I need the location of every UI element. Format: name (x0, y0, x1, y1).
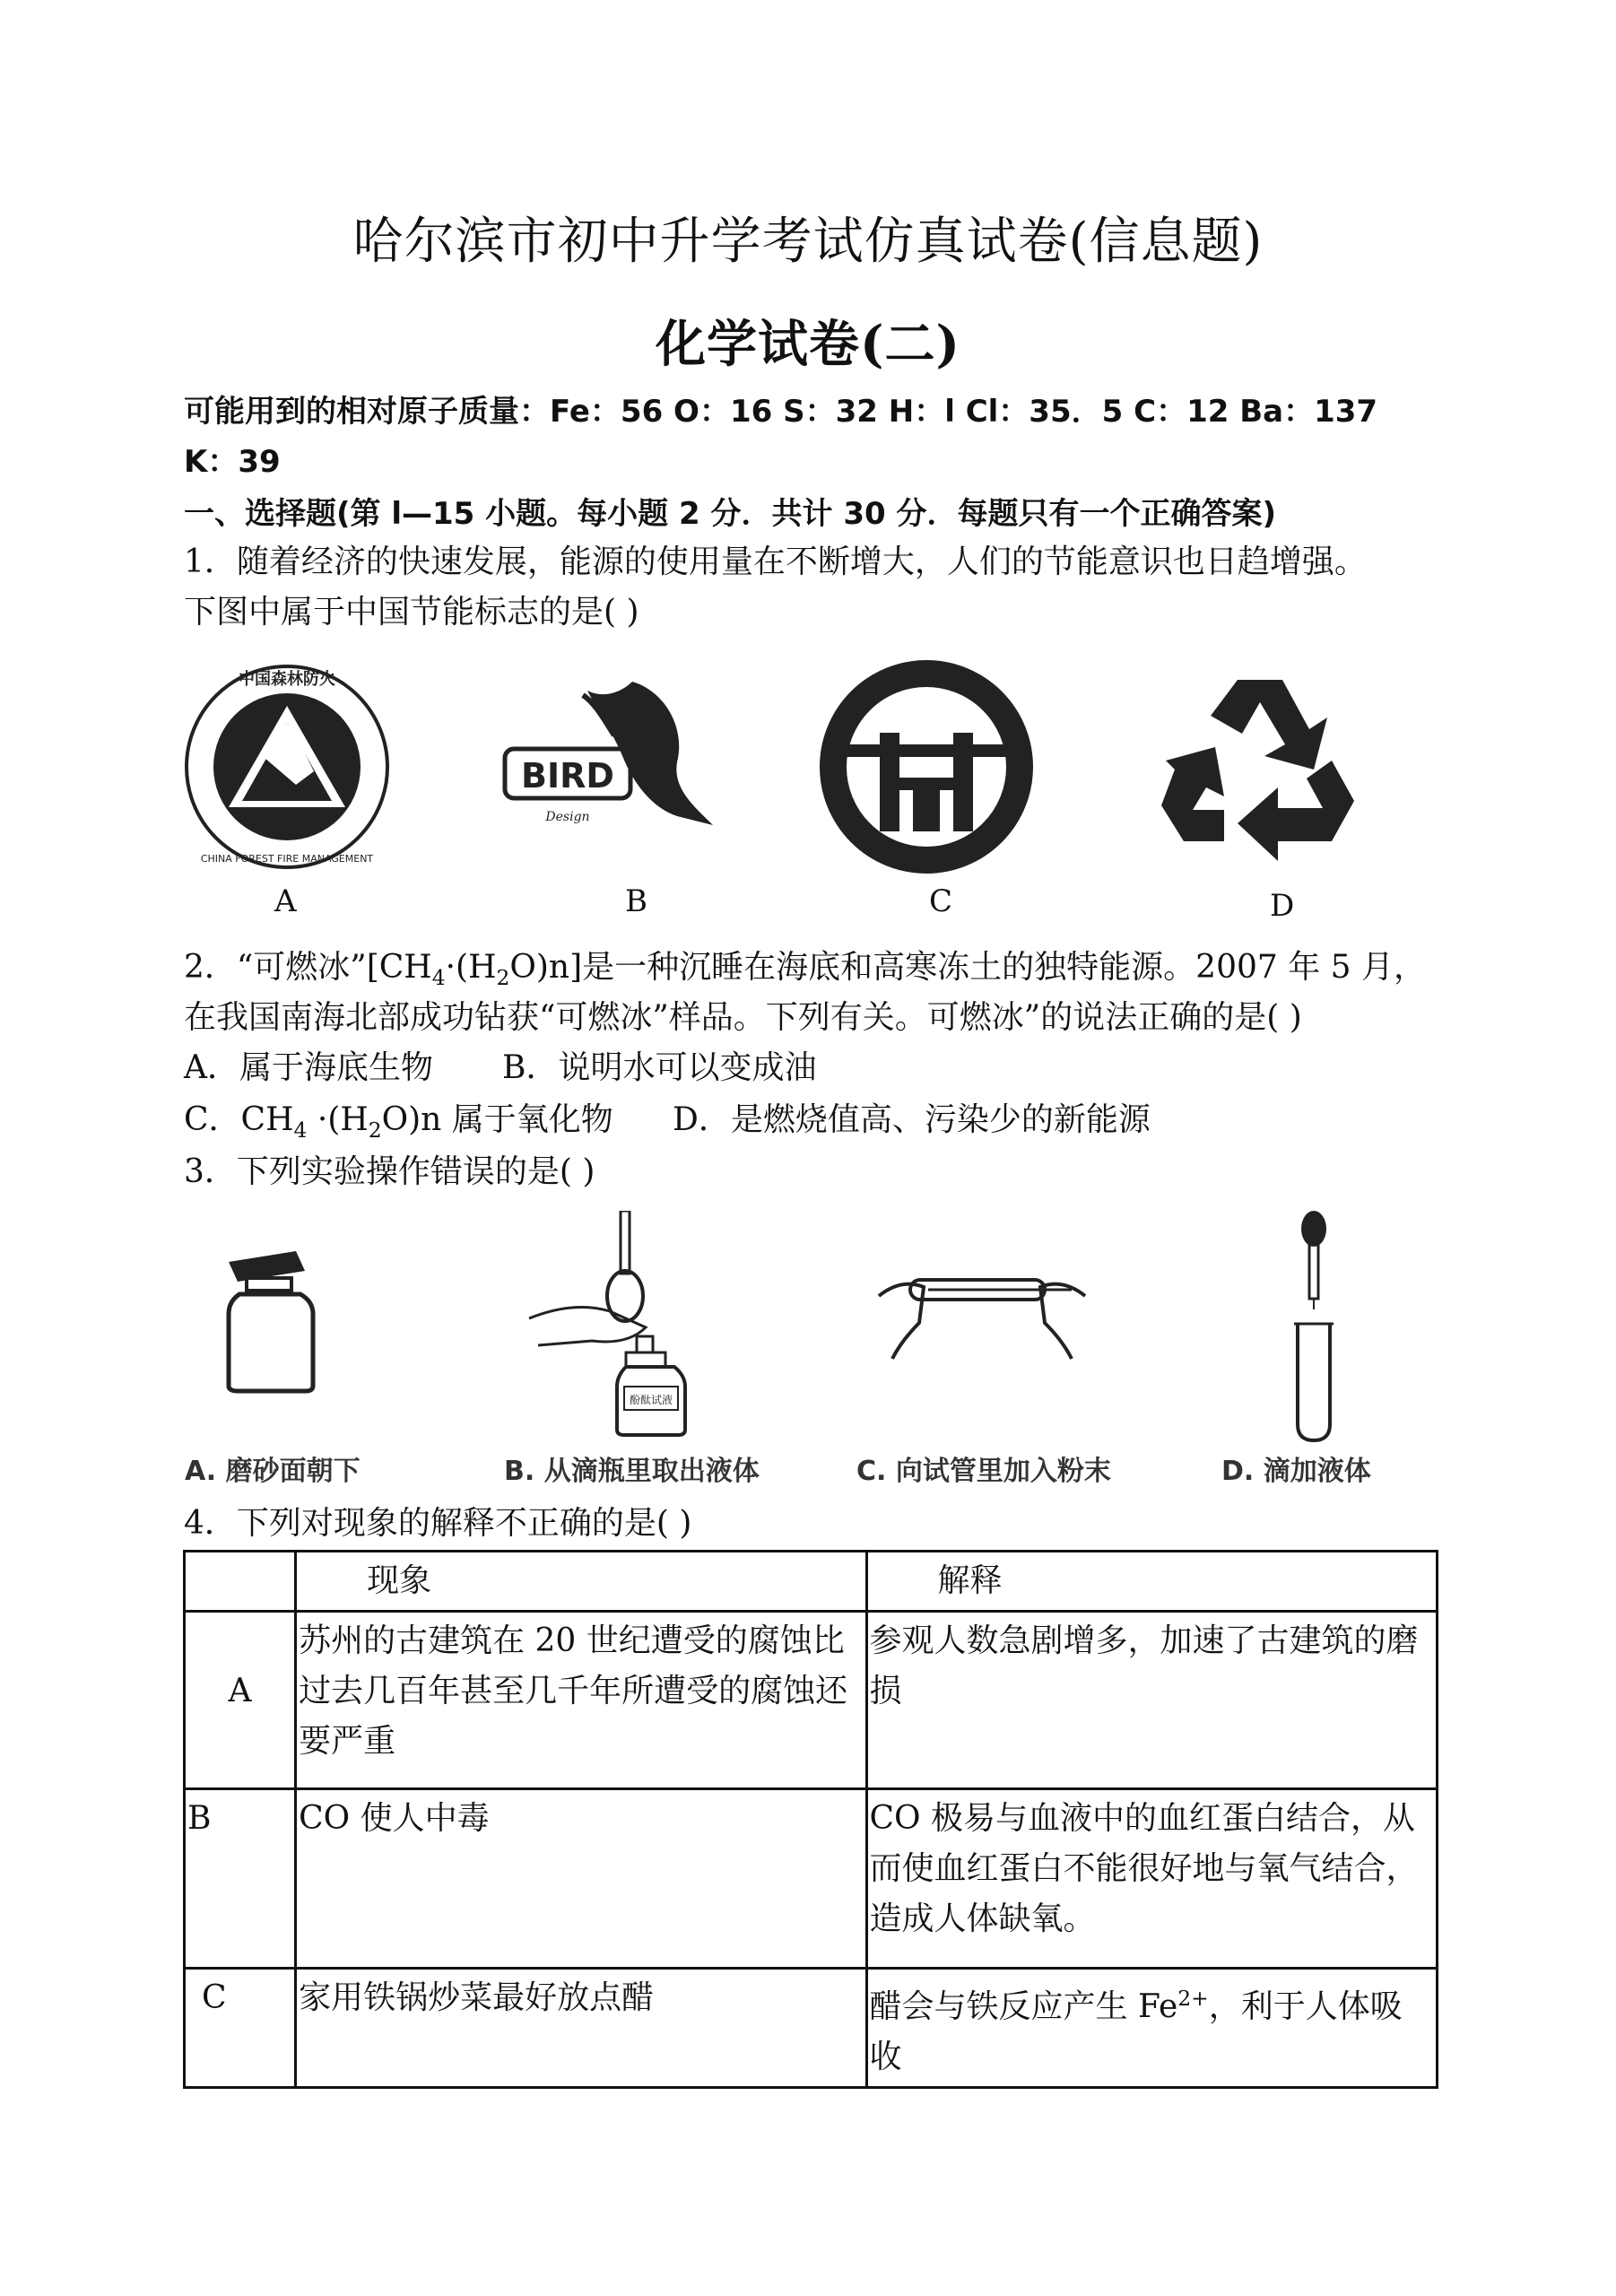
q2-option-d: D．是燃烧值高、污染少的新能源 (673, 1101, 1151, 1138)
q4-table (183, 1550, 1438, 2089)
fig-c-label: C. 向试管里加入粉末 (856, 1456, 1111, 1487)
q2-line-2: 在我国南海北部成功钻获“可燃冰”样品。下列有关。可燃冰”的说法正确的是( ) (184, 999, 1302, 1036)
logo-c-label: C (929, 883, 953, 919)
q1-line-1: 1．随着经济的快速发展，能源的使用量在不断增大，人们的节能意识也日趋增强。 (184, 544, 1367, 580)
reagent-bottle-icon (220, 1251, 327, 1395)
logo-a-ring-text-en: CHINA FOREST FIRE MANAGEMENT (200, 853, 374, 865)
q2-line-1: 2．“可燃冰$”[CH_4\cdot(H_2O)n]$是一种沉睡在海底和高寒冻土的独特能源。2007 年 5 月， (184, 949, 1427, 991)
bird-logo-icon (498, 673, 722, 843)
q3-line-1: 3．下列实验操作错误的是( ) (184, 1153, 595, 1190)
table-row (185, 1969, 1438, 2088)
q4-line-1: 4．下列对现象的解释不正确的是( ) (184, 1505, 692, 1542)
row-a-phenomenon: 苏州的古建筑在 20 世纪遭受的腐蚀比过去几百年甚至几千年所遭受的腐蚀还要严重 (296, 1612, 866, 1789)
dropper-bottle-icon (520, 1211, 753, 1439)
recycle-logo-icon (1152, 662, 1368, 873)
test-tube-powder-icon (874, 1260, 1090, 1377)
atomic-mass-line-1: 可能用到的相对原子质量：Fe：56 O：16 S：32 H：l Cl：35．5 C：12 Ba：137 (184, 394, 1378, 430)
q1-line-2: 下图中属于中国节能标志的是( ) (184, 594, 639, 631)
row-c-key: C (185, 1969, 296, 2088)
row-c-explanation: 醋会与铁反应产生 $Fe^{2+}$，利于人体吸收 (866, 1969, 1438, 2088)
table-row (185, 1612, 1438, 1789)
header-cell-empty (185, 1552, 296, 1612)
fig-a-label: A. 磨砂面朝下 (185, 1456, 361, 1487)
logo-a-ring-text: 中国森林防火 (239, 670, 335, 689)
row-b-explanation: CO 极易与血液中的血红蛋白结合，从而使血红蛋白不能很好地与氧气结合，造成人体缺氧。 (866, 1789, 1438, 1969)
dropper-test-tube-icon (1278, 1209, 1350, 1444)
fig-b-label: B. 从滴瓶里取出液体 (504, 1456, 760, 1487)
section-heading: 一、选择题(第 l—15 小题。每小题 2 分．共计 30 分．每题只有一个正确答案) (184, 496, 1277, 532)
header-cell-phenomenon: 现象 (296, 1552, 866, 1612)
page-title: 哈尔滨市初中升学考试仿真试卷(信息题) (352, 213, 1264, 271)
logo-b-label: B (625, 883, 647, 919)
forest-fire-logo-icon (179, 659, 395, 874)
row-a-key: A (185, 1612, 296, 1789)
row-b-phenomenon: CO 使人中毒 (296, 1789, 866, 1969)
q2-option-a: A．属于海底生物 (184, 1049, 433, 1086)
row-a-explanation: 参观人数急剧增多，加速了古建筑的磨损 (866, 1612, 1438, 1789)
logo-b-small-text: Design (545, 810, 590, 824)
table-header-row (185, 1552, 1438, 1612)
row-b-key: B (185, 1789, 296, 1969)
row-c-phenomenon: 家用铁锅炒菜最好放点醋 (296, 1969, 866, 2088)
page-subtitle: 化学试卷(二) (656, 315, 960, 374)
header-cell-explanation: 解释 (866, 1552, 1438, 1612)
q2-option-c: C．$CH_4 \cdot(H_2O)n$ 属于氧化物 (184, 1101, 613, 1144)
logo-d-label: D (1270, 888, 1295, 924)
bottle-label: 酚酞试液 (629, 1394, 673, 1406)
table-row (185, 1789, 1438, 1969)
energy-saving-logo-icon (819, 659, 1034, 874)
fig-d-label: D. 滴加液体 (1221, 1456, 1371, 1487)
q2-option-b: B．说明水可以变成油 (502, 1049, 817, 1086)
atomic-mass-line-2: K：39 (184, 444, 281, 480)
logo-b-text: BIRD (521, 756, 614, 796)
logo-a-label: A (274, 883, 297, 919)
